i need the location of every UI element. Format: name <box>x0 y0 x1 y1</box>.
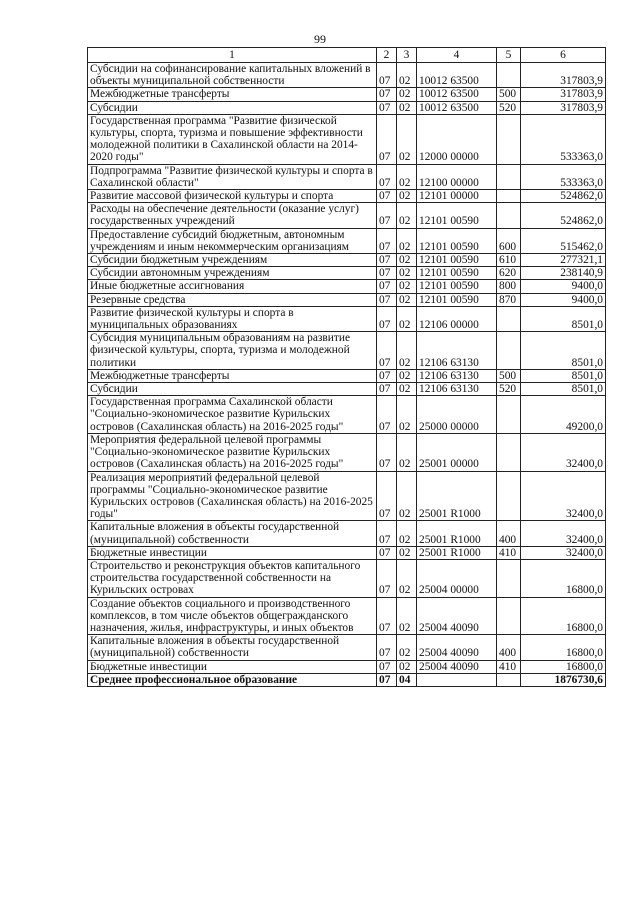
row-section-cell: 07 <box>377 521 397 546</box>
row-section-cell: 07 <box>377 203 397 228</box>
row-subsection-cell: 02 <box>397 101 417 114</box>
row-name-cell: Подпрограмма "Развитие физической культуры и спорта в Сахалинской области" <box>88 164 377 189</box>
table-row <box>88 254 606 267</box>
row-name-cell: Развитие массовой физической культуры и спорта <box>88 190 377 203</box>
row-name-cell: Развитие физической культуры и спорта в муниципальных образованиях <box>88 306 377 331</box>
table-row <box>88 369 606 382</box>
row-subsection-cell: 02 <box>397 203 417 228</box>
row-subsection-cell: 02 <box>397 471 417 521</box>
row-expense-type-cell: 500 <box>497 88 521 101</box>
row-target-article-cell: 12101 00590 <box>417 228 497 253</box>
table-row <box>88 635 606 660</box>
row-amount-cell: 32400,0 <box>521 546 606 559</box>
row-name-cell: Иные бюджетные ассигнования <box>88 280 377 293</box>
row-section-cell: 07 <box>377 471 397 521</box>
row-amount-cell: 533363,0 <box>521 164 606 189</box>
row-name-cell: Капитальные вложения в объекты государственной (муниципальной) собственности <box>88 635 377 660</box>
row-name-cell: Субсидии бюджетным учреждениям <box>88 254 377 267</box>
table-row <box>88 383 606 396</box>
page-number: 99 <box>314 32 326 46</box>
row-expense-type-cell: 400 <box>497 521 521 546</box>
budget-table <box>87 47 606 687</box>
row-subsection-cell: 02 <box>397 521 417 546</box>
row-name-cell: Субсидии автономным учреждениям <box>88 267 377 280</box>
row-amount-cell: 238140,9 <box>521 267 606 280</box>
row-amount-cell: 32400,0 <box>521 521 606 546</box>
row-target-article-cell: 12101 00590 <box>417 203 497 228</box>
row-expense-type-cell: 520 <box>497 101 521 114</box>
row-name-cell: Субсидии <box>88 383 377 396</box>
row-section-cell: 07 <box>377 660 397 673</box>
table-row <box>88 521 606 546</box>
row-section-cell: 07 <box>377 190 397 203</box>
row-section-cell: 07 <box>377 597 397 635</box>
row-target-article-cell: 25001 00000 <box>417 433 497 471</box>
row-target-article-cell: 10012 63500 <box>417 88 497 101</box>
row-expense-type-cell <box>497 332 521 370</box>
row-section-cell: 07 <box>377 332 397 370</box>
row-target-article-cell: 25004 40090 <box>417 635 497 660</box>
row-name-cell: Субсидии на софинансирование капитальных вложений в объекты муниципальной собственности <box>88 63 377 88</box>
row-expense-type-cell <box>497 114 521 164</box>
row-amount-cell: 317803,9 <box>521 63 606 88</box>
table-row <box>88 306 606 331</box>
row-expense-type-cell: 620 <box>497 267 521 280</box>
row-section-cell: 07 <box>377 267 397 280</box>
row-name-cell: Субсидия муниципальным образованиям на развитие физической культуры, спорта, туризма и молодежной политики <box>88 332 377 370</box>
row-target-article-cell: 12106 63130 <box>417 369 497 382</box>
row-expense-type-cell <box>497 63 521 88</box>
row-target-article-cell: 12101 00000 <box>417 190 497 203</box>
row-amount-cell: 1876730,6 <box>521 673 606 686</box>
row-amount-cell: 16800,0 <box>521 660 606 673</box>
row-expense-type-cell: 500 <box>497 369 521 382</box>
row-name-cell: Государственная программа Сахалинской области "Социально-экономическое развитие Курильских островов (Сахалинская область) на 2016-2025 годы" <box>88 396 377 434</box>
column-header-amount: 6 <box>521 48 606 63</box>
row-expense-type-cell <box>497 559 521 597</box>
row-name-cell: Государственная программа "Развитие физической культуры, спорта, туризма и повышение эффективности молодежной политики в Сахалинской области на 2014-2020 годы" <box>88 114 377 164</box>
row-section-cell: 07 <box>377 101 397 114</box>
row-name-cell: Субсидии <box>88 101 377 114</box>
column-header-expense-type: 5 <box>497 48 521 63</box>
row-name-cell: Среднее профессиональное образование <box>88 673 377 686</box>
row-section-cell: 07 <box>377 383 397 396</box>
row-amount-cell: 9400,0 <box>521 280 606 293</box>
row-amount-cell: 32400,0 <box>521 471 606 521</box>
row-section-cell: 07 <box>377 306 397 331</box>
table-row <box>88 114 606 164</box>
row-amount-cell: 317803,9 <box>521 101 606 114</box>
row-section-cell: 07 <box>377 396 397 434</box>
table-row <box>88 203 606 228</box>
row-amount-cell: 49200,0 <box>521 396 606 434</box>
row-section-cell: 07 <box>377 88 397 101</box>
row-target-article-cell: 25004 00000 <box>417 559 497 597</box>
row-section-cell: 07 <box>377 63 397 88</box>
row-subsection-cell: 02 <box>397 332 417 370</box>
table-row <box>88 332 606 370</box>
row-section-cell: 07 <box>377 164 397 189</box>
row-target-article-cell: 12101 00590 <box>417 293 497 306</box>
row-expense-type-cell <box>497 203 521 228</box>
row-subsection-cell: 02 <box>397 559 417 597</box>
row-amount-cell: 524862,0 <box>521 203 606 228</box>
column-header-section: 2 <box>377 48 397 63</box>
row-target-article-cell: 25000 00000 <box>417 396 497 434</box>
row-section-cell: 07 <box>377 280 397 293</box>
row-name-cell: Межбюджетные трансферты <box>88 369 377 382</box>
row-target-article-cell: 12101 00590 <box>417 267 497 280</box>
row-name-cell: Бюджетные инвестиции <box>88 660 377 673</box>
row-subsection-cell: 02 <box>397 190 417 203</box>
table-row <box>88 293 606 306</box>
row-target-article-cell: 25004 40090 <box>417 597 497 635</box>
row-section-cell: 07 <box>377 369 397 382</box>
table-row <box>88 396 606 434</box>
row-name-cell: Резервные средства <box>88 293 377 306</box>
row-amount-cell: 8501,0 <box>521 383 606 396</box>
row-expense-type-cell <box>497 673 521 686</box>
row-expense-type-cell <box>497 597 521 635</box>
row-target-article-cell: 12106 63130 <box>417 383 497 396</box>
row-subsection-cell: 02 <box>397 267 417 280</box>
row-section-cell: 07 <box>377 433 397 471</box>
row-subsection-cell: 02 <box>397 433 417 471</box>
row-target-article-cell: 10012 63500 <box>417 101 497 114</box>
row-amount-cell: 9400,0 <box>521 293 606 306</box>
row-subsection-cell: 02 <box>397 254 417 267</box>
row-subsection-cell: 02 <box>397 280 417 293</box>
table-row <box>88 164 606 189</box>
table-row <box>88 433 606 471</box>
table-row <box>88 673 606 686</box>
row-amount-cell: 8501,0 <box>521 306 606 331</box>
row-section-cell: 07 <box>377 293 397 306</box>
row-target-article-cell: 25001 R1000 <box>417 546 497 559</box>
table-header-row <box>88 48 606 63</box>
row-section-cell: 07 <box>377 673 397 686</box>
row-amount-cell: 515462,0 <box>521 228 606 253</box>
row-expense-type-cell: 600 <box>497 228 521 253</box>
row-subsection-cell: 02 <box>397 383 417 396</box>
row-amount-cell: 533363,0 <box>521 114 606 164</box>
row-expense-type-cell <box>497 190 521 203</box>
row-target-article-cell: 12106 00000 <box>417 306 497 331</box>
row-target-article-cell: 10012 63500 <box>417 63 497 88</box>
table-row <box>88 559 606 597</box>
row-amount-cell: 524862,0 <box>521 190 606 203</box>
table-row <box>88 546 606 559</box>
row-target-article-cell <box>417 673 497 686</box>
row-subsection-cell: 02 <box>397 597 417 635</box>
row-expense-type-cell <box>497 164 521 189</box>
row-expense-type-cell: 800 <box>497 280 521 293</box>
table-row <box>88 228 606 253</box>
row-expense-type-cell: 870 <box>497 293 521 306</box>
table-row <box>88 190 606 203</box>
row-name-cell: Бюджетные инвестиции <box>88 546 377 559</box>
row-target-article-cell: 25004 40090 <box>417 660 497 673</box>
row-name-cell: Строительство и реконструкция объектов капитального строительства государственной собственности на Курильских островах <box>88 559 377 597</box>
row-section-cell: 07 <box>377 114 397 164</box>
row-subsection-cell: 02 <box>397 228 417 253</box>
table-row <box>88 597 606 635</box>
row-target-article-cell: 12106 63130 <box>417 332 497 370</box>
row-name-cell: Создание объектов социального и производственного комплексов, в том числе объектов общегражданского назначения, жилья, инфраструктуры, и иных объектов <box>88 597 377 635</box>
row-target-article-cell: 25001 R1000 <box>417 471 497 521</box>
row-expense-type-cell: 610 <box>497 254 521 267</box>
column-header-target-article: 4 <box>417 48 497 63</box>
row-expense-type-cell: 520 <box>497 383 521 396</box>
row-expense-type-cell <box>497 471 521 521</box>
row-section-cell: 07 <box>377 228 397 253</box>
row-amount-cell: 8501,0 <box>521 369 606 382</box>
table-row <box>88 471 606 521</box>
table-row <box>88 280 606 293</box>
column-header-name: 1 <box>88 48 377 63</box>
row-amount-cell: 16800,0 <box>521 597 606 635</box>
row-subsection-cell: 02 <box>397 546 417 559</box>
row-expense-type-cell <box>497 433 521 471</box>
row-amount-cell: 16800,0 <box>521 559 606 597</box>
row-target-article-cell: 12100 00000 <box>417 164 497 189</box>
row-name-cell: Мероприятия федеральной целевой программы "Социально-экономическое развитие Курильских островов (Сахалинская область) на 2016-2025 годы" <box>88 433 377 471</box>
row-expense-type-cell: 400 <box>497 635 521 660</box>
row-subsection-cell: 02 <box>397 164 417 189</box>
row-subsection-cell: 02 <box>397 635 417 660</box>
table-row <box>88 267 606 280</box>
row-subsection-cell: 02 <box>397 660 417 673</box>
row-name-cell: Капитальные вложения в объекты государственной (муниципальной) собственности <box>88 521 377 546</box>
row-subsection-cell: 02 <box>397 88 417 101</box>
row-name-cell: Расходы на обеспечение деятельности (оказание услуг) государственных учреждений <box>88 203 377 228</box>
row-name-cell: Реализация мероприятий федеральной целевой программы "Социально-экономическое развитие Курильских островов (Сахалинская область) на 2016-2025 годы" <box>88 471 377 521</box>
row-section-cell: 07 <box>377 635 397 660</box>
row-name-cell: Межбюджетные трансферты <box>88 88 377 101</box>
table-row <box>88 88 606 101</box>
table-row <box>88 63 606 88</box>
row-expense-type-cell: 410 <box>497 660 521 673</box>
row-target-article-cell: 12000 00000 <box>417 114 497 164</box>
column-header-subsection: 3 <box>397 48 417 63</box>
row-subsection-cell: 02 <box>397 369 417 382</box>
row-expense-type-cell <box>497 396 521 434</box>
row-subsection-cell: 02 <box>397 293 417 306</box>
row-amount-cell: 8501,0 <box>521 332 606 370</box>
row-target-article-cell: 25001 R1000 <box>417 521 497 546</box>
row-subsection-cell: 02 <box>397 63 417 88</box>
row-target-article-cell: 12101 00590 <box>417 254 497 267</box>
row-amount-cell: 32400,0 <box>521 433 606 471</box>
row-expense-type-cell: 410 <box>497 546 521 559</box>
table-row <box>88 660 606 673</box>
row-amount-cell: 277321,1 <box>521 254 606 267</box>
row-expense-type-cell <box>497 306 521 331</box>
table-row <box>88 101 606 114</box>
row-section-cell: 07 <box>377 546 397 559</box>
row-subsection-cell: 02 <box>397 114 417 164</box>
table-body <box>88 63 606 687</box>
row-target-article-cell: 12101 00590 <box>417 280 497 293</box>
row-subsection-cell: 02 <box>397 396 417 434</box>
row-amount-cell: 16800,0 <box>521 635 606 660</box>
row-section-cell: 07 <box>377 254 397 267</box>
row-subsection-cell: 04 <box>397 673 417 686</box>
row-amount-cell: 317803,9 <box>521 88 606 101</box>
row-section-cell: 07 <box>377 559 397 597</box>
row-subsection-cell: 02 <box>397 306 417 331</box>
row-name-cell: Предоставление субсидий бюджетным, автономным учреждениям и иным некоммерческим организациям <box>88 228 377 253</box>
